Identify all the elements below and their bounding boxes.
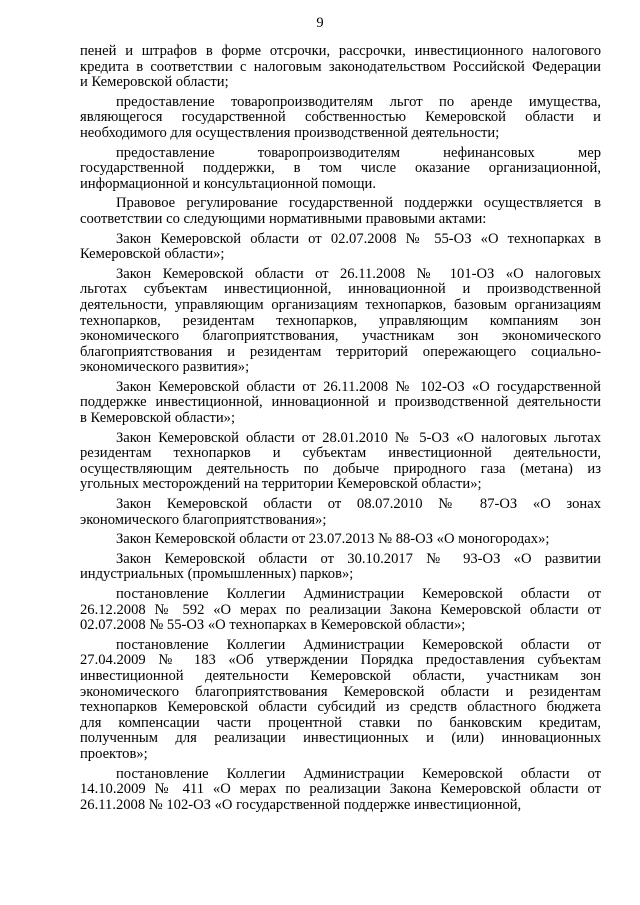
text-line: 14.10.2009 № 411 «О мерах по реализации Закона Кемеровской области от [80, 781, 601, 798]
text-line: 26.11.2008 № 102-ОЗ «О государственной поддержке инвестиционной, [80, 796, 522, 813]
paragraph [80, 44, 601, 91]
text-line: экономического благоприятствования, участникам зон экономического [80, 328, 601, 345]
text-line: льготах субъектам инвестиционной, инновационной и производственной [80, 281, 601, 298]
text-line: для компенсации части процентной ставки по банковским кредитам, [80, 714, 601, 731]
text-line: предоставление товаропроизводителям льгот по аренде имущества, [116, 93, 601, 110]
text-line: Правовое регулирование государственной поддержки осуществляется в [116, 195, 601, 212]
text-line: резидентам технопарков и субъектам инвестиционной деятельности, [80, 445, 601, 462]
paragraph [80, 497, 601, 528]
page-number: 9 [316, 15, 324, 31]
text-line: поддержке инвестиционной, инновационной и производственной деятельности [80, 394, 601, 411]
text-line: кредита в соответствии с налоговым законодательством Российской Федерации [80, 58, 601, 75]
paragraph [80, 380, 601, 427]
paragraph [80, 767, 601, 814]
text-line: Кемеровской области»; [80, 246, 225, 263]
text-line: пеней и штрафов в форме отсрочки, рассрочки, инвестиционного налогового [80, 43, 601, 59]
text-line: инвестиционной деятельности Кемеровской области, участникам зон [80, 667, 601, 684]
paragraph [80, 267, 601, 376]
document-body [80, 44, 601, 817]
paragraph [80, 638, 601, 763]
text-line: в Кемеровской области»; [80, 410, 236, 427]
text-line: проектов»; [80, 745, 148, 762]
text-line: индустриальных (промышленных) парков»; [80, 566, 354, 583]
text-line: Закон Кемеровской области от 28.01.2010 № 5-ОЗ «О налоговых льготах [116, 429, 601, 446]
text-line: постановление Коллегии Администрации Кемеровской области от [116, 586, 601, 602]
text-line: необходимого для осуществления производственной деятельности; [80, 124, 500, 141]
paragraph [80, 196, 601, 227]
paragraph [80, 532, 601, 548]
paragraph [80, 431, 601, 493]
text-line: информационной и консультационной помощи. [80, 175, 376, 192]
text-line: Закон Кемеровской области от 26.11.2008 № 101-ОЗ «О налоговых [116, 265, 601, 282]
text-line: и Кемеровской области; [80, 74, 229, 91]
text-line: осуществляющим деятельность по добыче природного газа (метана) из [80, 460, 601, 477]
text-line: экономического благоприятствования Кемеровской области и резидентам [80, 683, 601, 700]
text-line: благоприятствования и резидентам территорий опережающего социально- [80, 343, 601, 360]
text-line: предоставление товаропроизводителям нефинансовых мер [116, 144, 601, 161]
paragraph [80, 587, 601, 634]
paragraph [80, 146, 601, 193]
paragraph [80, 232, 601, 263]
text-line: технопарков Кемеровской области субсидий из средств областного бюджета [80, 699, 601, 716]
text-line: соответствии со следующими нормативными правовыми актами: [80, 210, 487, 227]
text-line: полученным для реализации инвестиционных и (или) инновационных [80, 730, 601, 747]
paragraph [80, 552, 601, 583]
text-line: Закон Кемеровской области от 02.07.2008 № 55-ОЗ «О технопарках в [116, 230, 601, 247]
text-line: 27.04.2009 № 183 «Об утверждении Порядка предоставления субъектам [80, 652, 601, 669]
text-line: постановление Коллегии Администрации Кемеровской области от [116, 636, 601, 653]
text-line: Закон Кемеровской области от 23.07.2013 № 88-ОЗ «О моногородах»; [116, 531, 550, 548]
text-line: Закон Кемеровской области от 08.07.2010 № 87-ОЗ «О зонах [116, 496, 601, 513]
text-line: деятельности, управляющим организациям технопарков, базовым организациям [80, 296, 601, 313]
text-line: угольных месторождений на территории Кемеровской области»; [80, 476, 482, 493]
text-line: 26.12.2008 № 592 «О мерах по реализации Закона Кемеровской области от [80, 601, 601, 618]
text-line: Закон Кемеровской области от 26.11.2008 № 102-ОЗ «О государственной [116, 378, 601, 395]
text-line: постановление Коллегии Администрации Кемеровской области от [116, 765, 601, 782]
text-line: являющегося государственной собственностью Кемеровской области и [80, 109, 601, 126]
text-line: экономического благоприятствования»; [80, 511, 327, 528]
text-line: Закон Кемеровской области от 30.10.2017 № 93-ОЗ «О развитии [116, 550, 601, 567]
paragraph [80, 95, 601, 142]
text-line: экономического развития»; [80, 359, 250, 376]
text-line: технопарков, резидентам технопарков, управляющим компаниям зон [80, 312, 601, 329]
text-line: 02.07.2008 № 55-ОЗ «О технопарках в Кемеровской области»; [80, 617, 466, 634]
text-line: государственной поддержки, в том числе оказание организационной, [80, 160, 601, 177]
